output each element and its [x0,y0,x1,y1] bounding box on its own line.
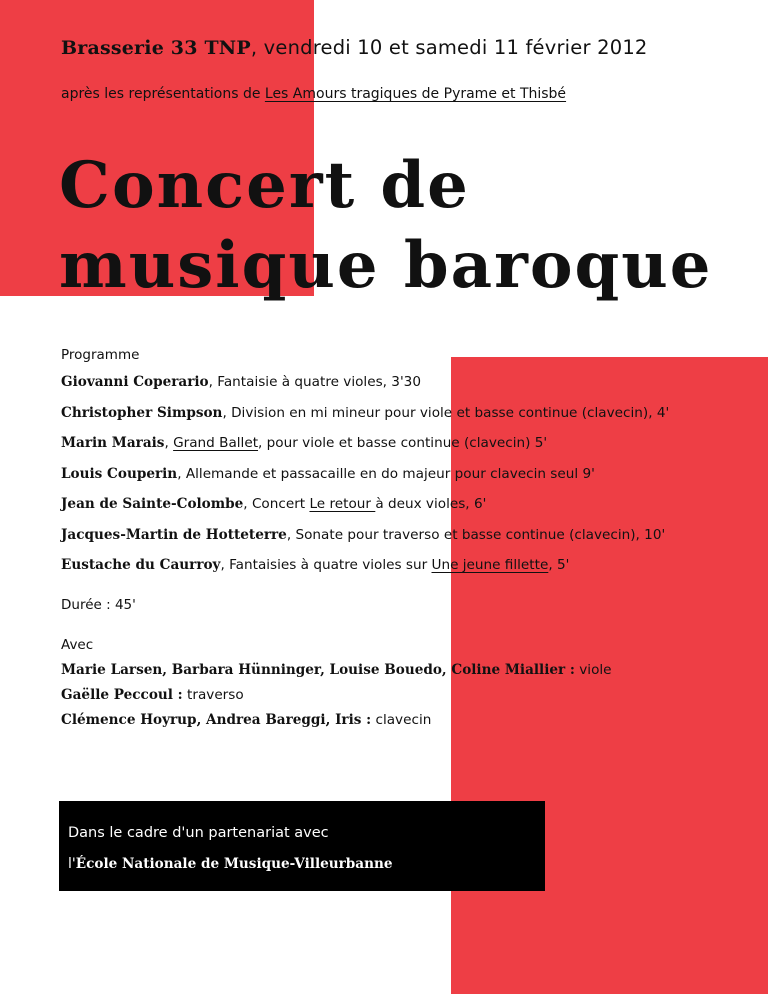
venue-name: Brasserie 33 TNP [61,37,251,59]
event-dates: , vendredi 10 et samedi 11 février 2012 [250,36,648,59]
play-title-link[interactable]: Les Amours tragiques de Pyrame et Thisbé [264,86,567,102]
program-item [61,405,669,436]
partner-box [59,801,545,891]
instrument: clavecin [371,712,432,728]
program-item [61,557,669,588]
composer-name: Christopher Simpson [61,404,223,421]
event-header [61,36,648,59]
partner-intro: Dans le cadre d'un partenariat avec [68,825,329,841]
work-description-rest: , pour viole et basse continue (clavecin) 5' [258,435,548,451]
instrument: traverso [182,687,244,703]
musician-names: Marie Larsen, Barbara Hünninger, Louise Bouedo, Coline Miallier : [61,662,575,678]
partner-name-line [68,856,393,872]
duration-text: Durée : 45' [61,597,136,613]
musician-names: Gaëlle Peccoul : [61,687,183,703]
partner-prefix: l' [68,856,76,872]
composer-name: Jacques-Martin de Hotteterre [61,526,287,543]
event-context [61,86,566,102]
context-prefix: après les représentations de [61,86,265,102]
composer-name: Jean de Sainte-Colombe [61,496,244,512]
work-description: , Fantaisie à quatre violes, 3'30 [208,374,421,390]
work-description-rest: , 5' [548,557,570,573]
program-item [61,466,669,497]
composer-name: Giovanni Coperario [61,374,209,390]
composer-name: Louis Couperin [61,465,178,482]
musician-group [61,712,612,737]
musicians-list [61,662,612,737]
composer-name: Eustache du Caurroy [61,557,221,573]
musician-group [61,662,612,687]
program-item [61,435,669,466]
program-list [61,374,669,588]
work-description-rest: à deux violes, 6' [375,496,487,512]
work-description: , Division en mi mineur pour viole et basse continue (clavecin), 4' [222,404,670,421]
partner-school-name: École Nationale de Musique-Villeurbanne [75,856,393,872]
musician-names: Clémence Hoyrup, Andrea Bareggi, Iris : [61,712,372,728]
title-line-2: musique baroque [59,228,713,303]
program-item [61,374,669,405]
work-title-link[interactable]: Le retour [309,496,376,512]
work-description: , Fantaisies à quatre violes sur [220,557,432,573]
work-title-link[interactable]: Grand Ballet [173,435,259,451]
work-title-link[interactable]: Une jeune fillette [431,557,549,573]
program-item [61,496,669,527]
musician-group [61,687,612,712]
work-description: , [164,435,174,451]
work-description: , Sonate pour traverso et basse continue (clavecin), 10' [286,526,666,543]
composer-name: Marin Marais [61,435,165,451]
with-label: Avec [61,637,94,653]
program-item [61,527,669,558]
work-description: , Allemande et passacaille en do majeur pour clavecin seul 9' [177,465,595,482]
work-description: , Concert [243,496,310,512]
instrument: viole [574,662,612,678]
title-line-1: Concert de [59,148,470,223]
page-title [59,146,713,306]
program-label: Programme [61,347,140,363]
